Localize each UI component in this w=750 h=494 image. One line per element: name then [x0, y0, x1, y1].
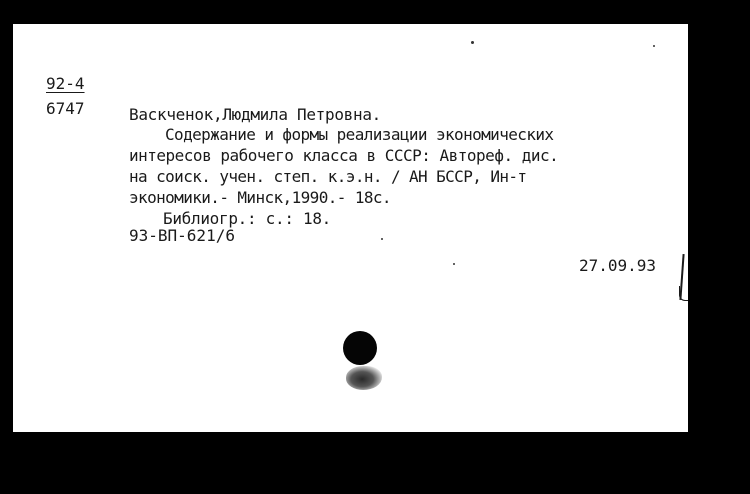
catalog-card: [13, 24, 688, 432]
author-line: Васкченок,Людмила Петровна.: [129, 105, 381, 124]
dust-speck: [471, 41, 474, 44]
dust-speck: [381, 238, 383, 240]
punch-hole: [343, 331, 377, 365]
title-line-2: интересов рабочего класса в СССР: Автореф. дис.: [129, 146, 559, 165]
bibliography-note: Библиогр.: с.: 18.: [163, 209, 331, 228]
title-line-3: на соиск. учен. степ. к.э.н. / АН БССР, Ин-т: [129, 167, 527, 186]
call-number: 92-4: [46, 74, 85, 93]
scan-border: [0, 0, 13, 494]
dust-speck: [653, 45, 655, 47]
dust-speck: [453, 263, 455, 265]
accession-number: 6747: [46, 99, 85, 118]
pen-mark-hook: [679, 286, 688, 301]
ink-smudge: [346, 366, 382, 390]
shelf-code: 93-ВП-621/6: [129, 226, 235, 245]
title-line-1: Содержание и формы реализации экономических: [165, 125, 554, 144]
imprint-line: экономики.- Минск,1990.- 18с.: [129, 188, 391, 207]
stamp-date: 27.09.93: [579, 256, 657, 275]
